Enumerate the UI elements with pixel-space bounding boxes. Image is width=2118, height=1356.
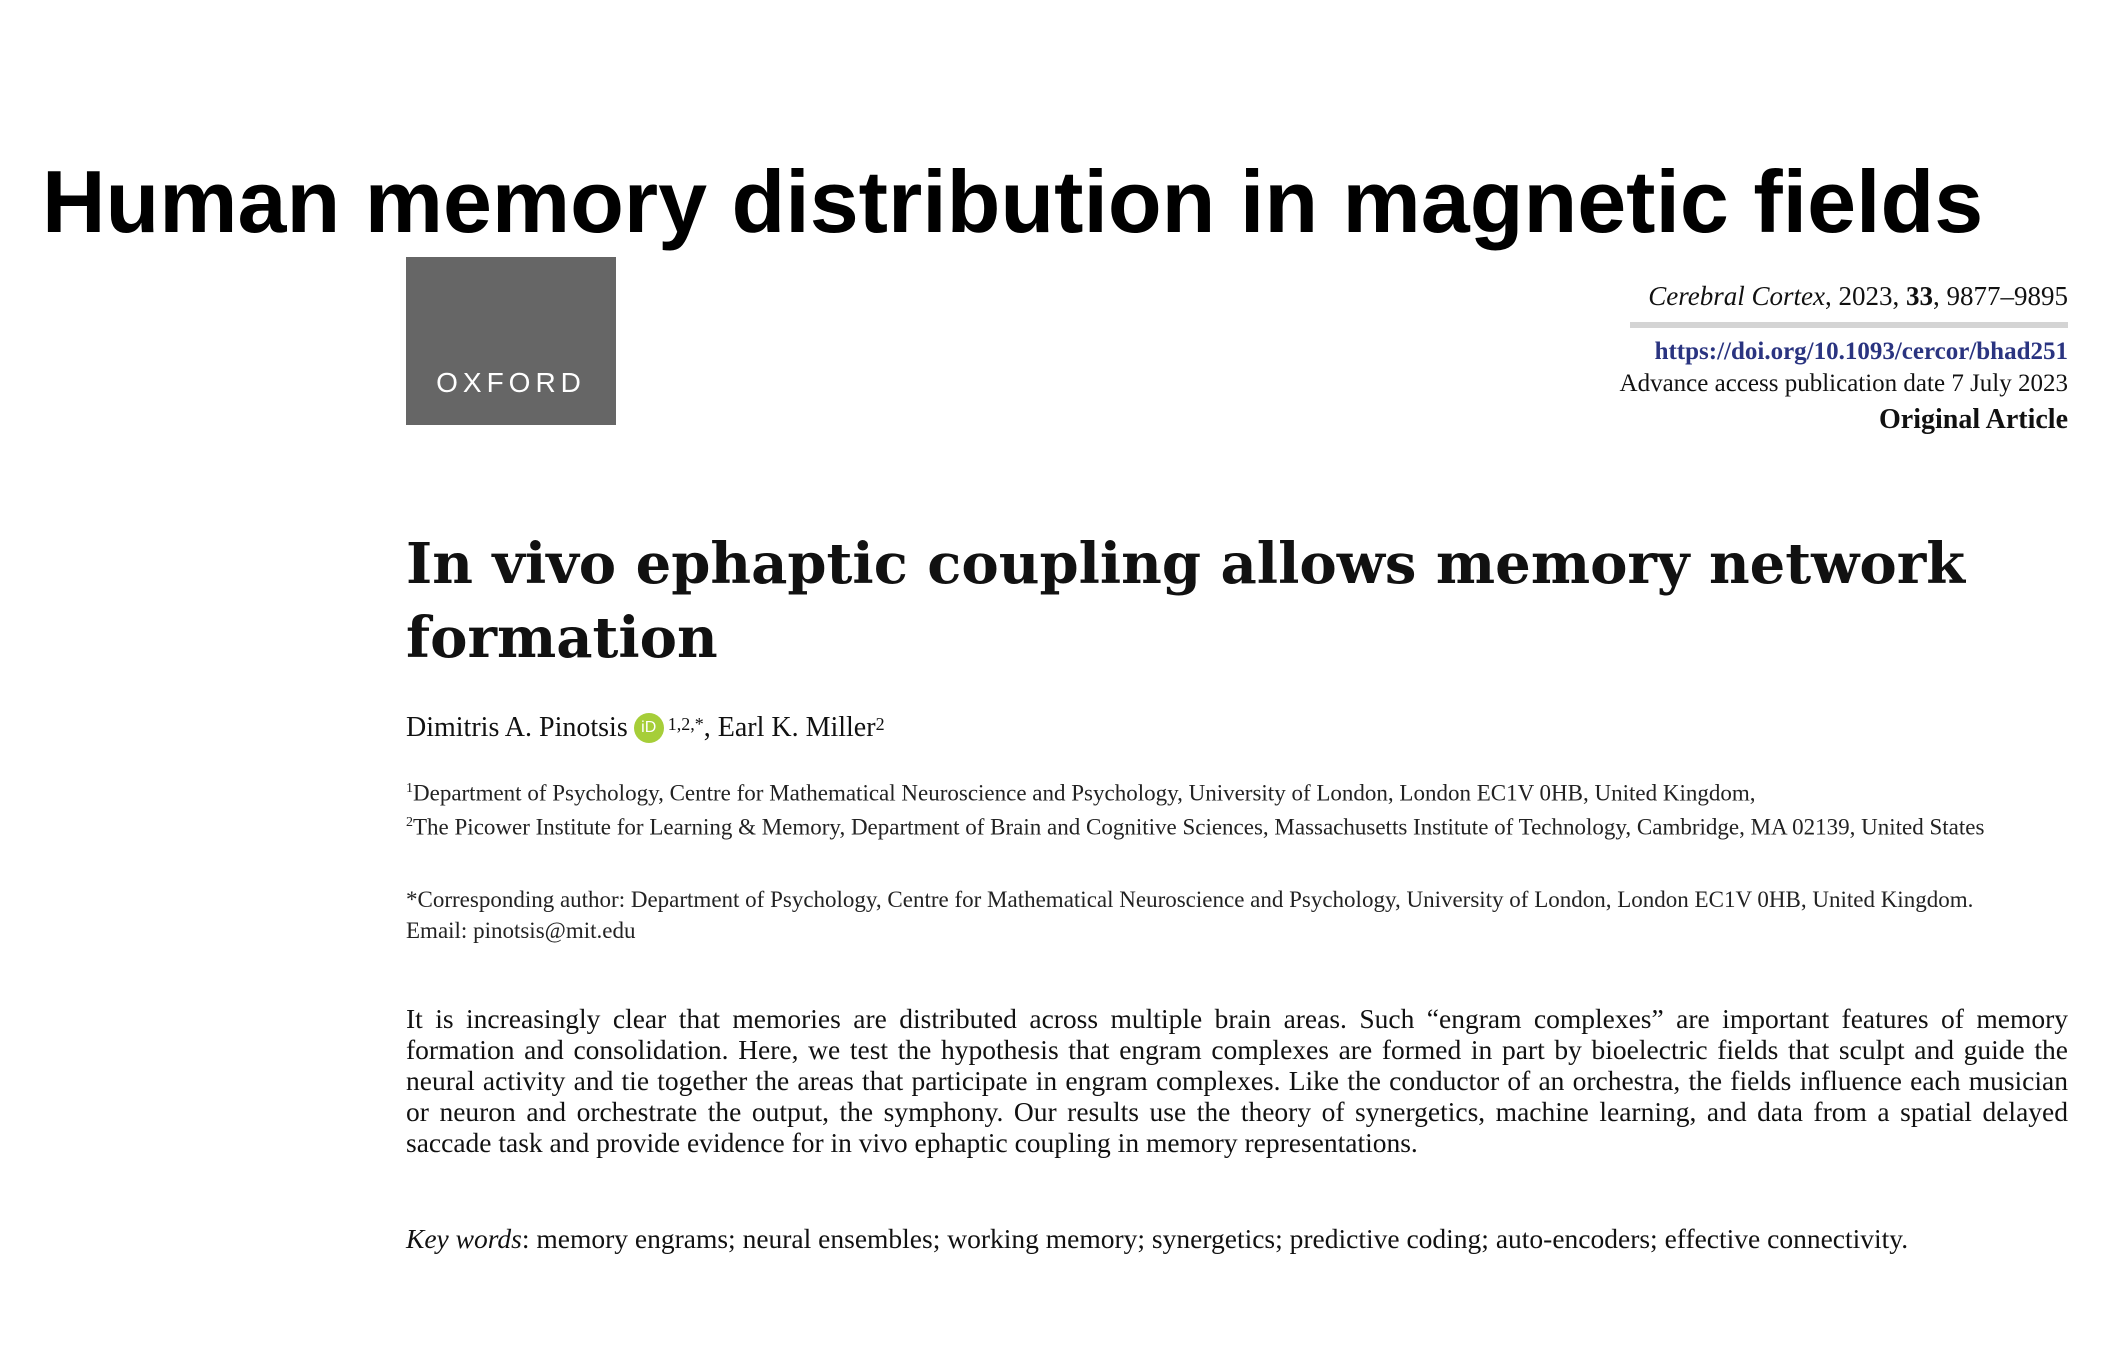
affiliation-item: [406, 774, 2006, 808]
affiliation-text: Department of Psychology, Centre for Mathematical Neuroscience and Psychology, University of London, London EC1V 0HB, United Kingdom,: [413, 780, 1756, 806]
author-affiliation-marks: 1,2,*: [667, 713, 704, 734]
corresponding-author: *Corresponding author: Department of Psychology, Centre for Mathematical Neuroscience and Psychology, University of London, London EC1V 0HB, United Kingdom. Email: pinotsis@mit.edu: [406, 887, 1974, 943]
affiliation-number: 2: [406, 814, 413, 830]
affiliations: [406, 774, 2006, 841]
publication-date: Advance access publication date 7 July 2023: [1619, 370, 2068, 397]
abstract: It is increasingly clear that memories are distributed across multiple brain areas. Such “engram complexes” are important features of memory formation and consolidation. Here, we test the hypothesis that engram complexes are formed in part by bioelectric fields that sculpt and guide the neural activity and tie together the areas that participate in engram complexes. Like the conductor of an orchestra, the fields influence each musician or neuron and orchestrate the output, the symphony. Our results use the theory of synergetics, machine learning, and data from a spatial delayed saccade task and provide evidence for in vivo ephaptic coupling in memory representations.: [406, 1003, 2068, 1158]
author-affiliation-marks: 2: [875, 713, 885, 734]
journal-name: Cerebral Cortex: [1648, 281, 1825, 311]
oxford-logo-text: OXFORD: [436, 367, 586, 398]
author-name: Earl K. Miller: [717, 712, 876, 743]
author-separator: ,: [703, 712, 718, 743]
journal-volume: 33: [1906, 281, 1933, 311]
keywords-label: Key words: [406, 1223, 522, 1254]
oxford-logo: [406, 257, 616, 425]
journal-year: , 2023,: [1825, 281, 1906, 311]
slide-title: Human memory distribution in magnetic fields: [42, 151, 1984, 251]
doi-link[interactable]: https://doi.org/10.1093/cercor/bhad251: [1654, 338, 2068, 365]
author-name: Dimitris A. Pinotsis: [406, 712, 628, 743]
keywords: [406, 1223, 2068, 1254]
affiliation-text: The Picower Institute for Learning & Memory, Department of Brain and Cognitive Sciences, Massachusetts Institute of Technology, Cambridge, MA 02139, United States: [413, 814, 1985, 840]
article-title: In vivo ephaptic coupling allows memory network formation: [406, 531, 1966, 671]
journal-info: [1368, 281, 2068, 436]
article-type: Original Article: [1879, 404, 2068, 435]
affiliation-item: [406, 808, 2006, 842]
affiliation-number: 1: [406, 781, 413, 796]
journal-pages: , 9877–9895: [1933, 281, 2068, 311]
keywords-list: : memory engrams; neural ensembles; working memory; synergetics; predictive coding; auto-encoders; effective connectivity.: [521, 1223, 1909, 1254]
author-list: [406, 712, 885, 744]
orcid-icon[interactable]: iD: [634, 713, 664, 743]
journal-citation: [1630, 281, 2068, 328]
